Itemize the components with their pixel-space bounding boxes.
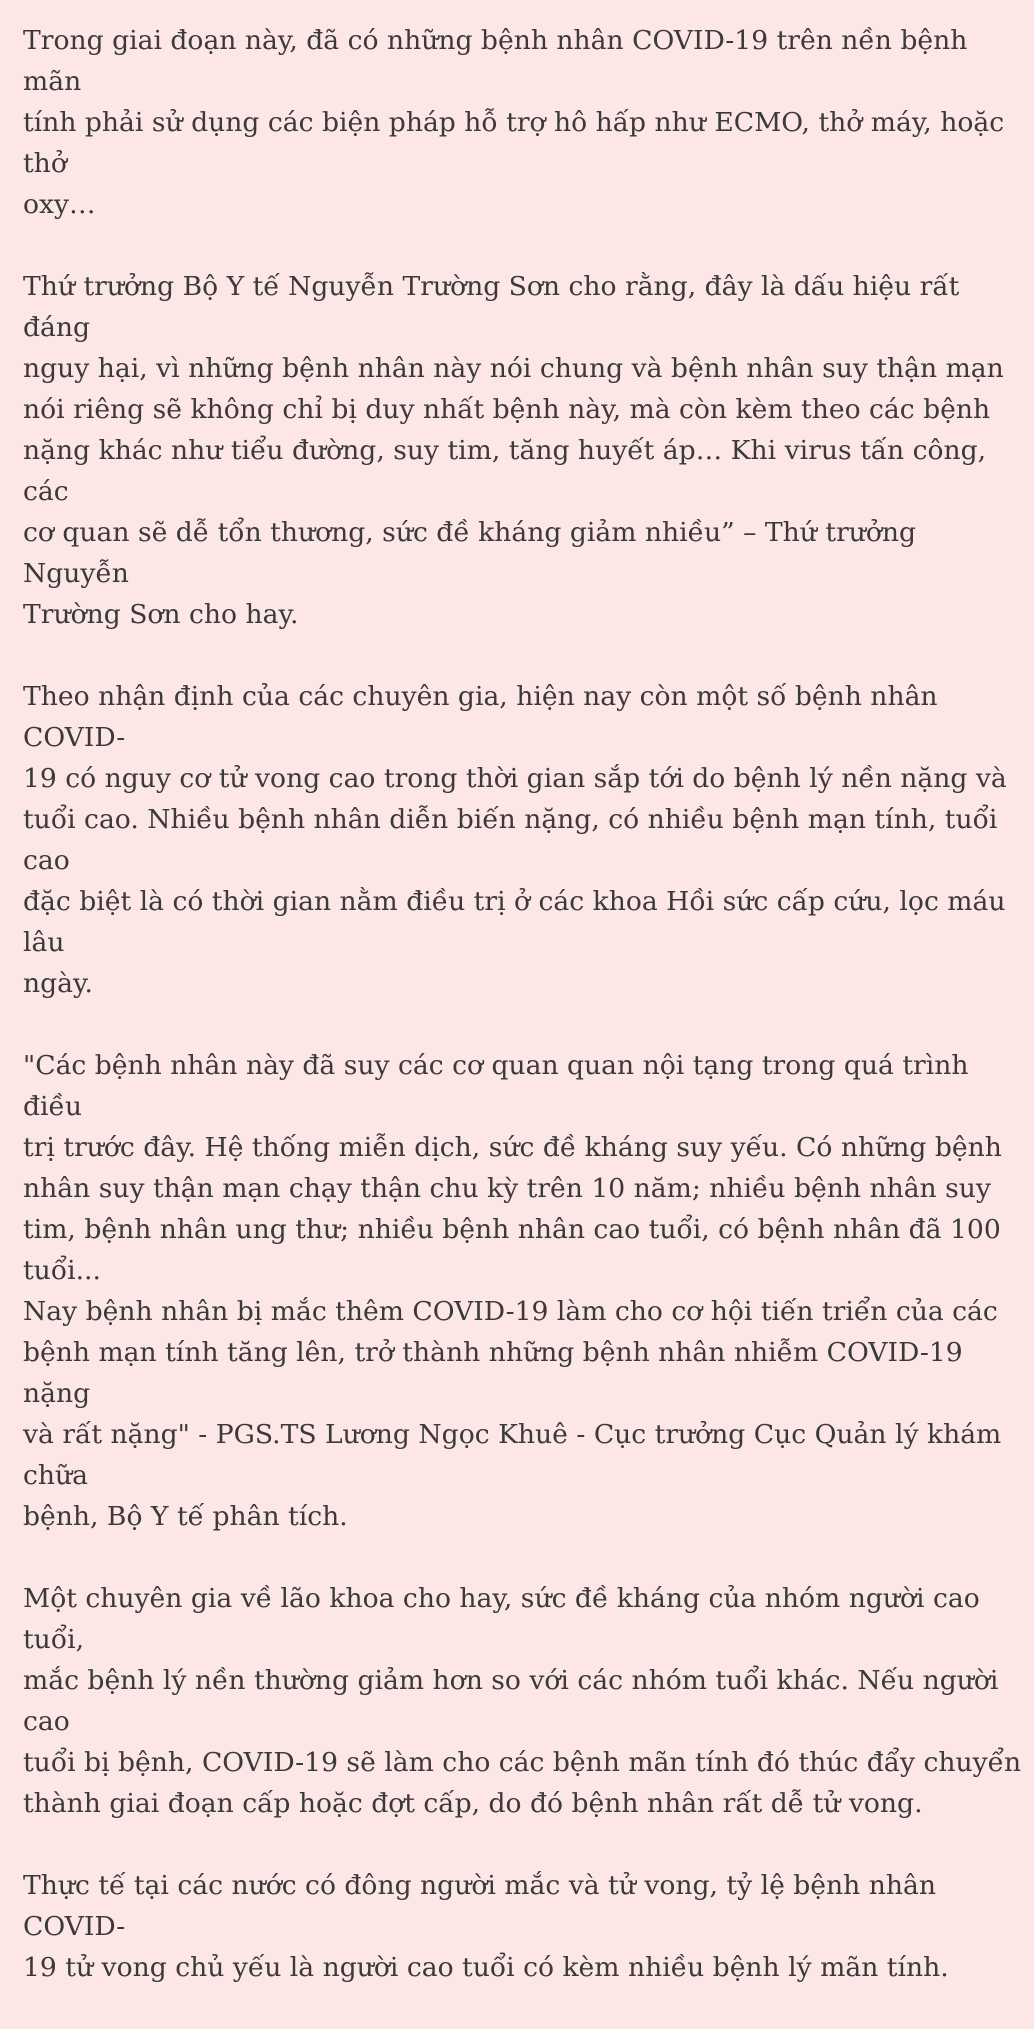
paragraph-5-quote-continued: Nay bệnh nhân bị mắc thêm COVID-19 làm cho cơ hội tiến triển của các bệnh mạn tính tăng lên, trở thành những bệnh nhân nhiễm COVID-19 nặng và rất nặng" - PGS.TS Lương Ngọc Khuê - Cục trưởng Cục Quản lý khám chữa bệnh, Bộ Y tế phân tích. [23, 1296, 1002, 1532]
paragraph-1: Trong giai đoạn này, đã có những bệnh nhân COVID-19 trên nền bệnh mãn tính phải sử dụng các biện pháp hỗ trợ hô hấp như ECMO, thở máy, hoặc thở oxy… [23, 25, 1005, 220]
article-body [23, 20, 1023, 2029]
paragraph-6: Một chuyên gia về lão khoa cho hay, sức đề kháng của nhóm người cao tuổi, mắc bệnh lý nền thường giảm hơn so với các nhóm tuổi khác. Nếu người cao tuổi bị bệnh, COVID-19 sẽ làm cho các bệnh mãn tính đó thúc đẩy chuyển thành giai đoạn cấp hoặc đợt cấp, do đó bệnh nhân rất dễ tử vong. [23, 1583, 1022, 1819]
paragraph-7: Thực tế tại các nước có đông người mắc và tử vong, tỷ lệ bệnh nhân COVID- 19 tử vong chủ yếu là người cao tuổi có kèm nhiều bệnh lý mãn tính. [23, 1870, 949, 1983]
paragraph-3: Theo nhận định của các chuyên gia, hiện nay còn một số bệnh nhân COVID- 19 có nguy cơ tử vong cao trong thời gian sắp tới do bệnh lý nền nặng và tuổi cao. Nhiều bệnh nhân diễn biến nặng, có nhiều bệnh mạn tính, tuổi cao đặc biệt là có thời gian nằm điều trị ở các khoa Hồi sức cấp cứu, lọc máu lâu ngày. [23, 681, 1007, 999]
paragraph-2: Thứ trưởng Bộ Y tế Nguyễn Trường Sơn cho rằng, đây là dấu hiệu rất đáng nguy hại, vì những bệnh nhân này nói chung và bệnh nhân suy thận mạn nói riêng sẽ không chỉ bị duy nhất bệnh này, mà còn kèm theo các bệnh nặng khác như tiểu đường, suy tim, tăng huyết áp… Khi virus tấn công, các cơ quan sẽ dễ tổn thương, sức đề kháng giảm nhiều” – Thứ trưởng Nguyễn Trường Sơn cho hay. [23, 271, 1004, 630]
paragraph-4-quote: "Các bệnh nhân này đã suy các cơ quan quan nội tạng trong quá trình điều trị trước đây. Hệ thống miễn dịch, sức đề kháng suy yếu. Có những bệnh nhân suy thận mạn chạy thận chu kỳ trên 10 năm; nhiều bệnh nhân suy tim, bệnh nhân ung thư; nhiều bệnh nhân cao tuổi, có bệnh nhân đã 100 tuổi... [23, 1050, 1002, 1286]
